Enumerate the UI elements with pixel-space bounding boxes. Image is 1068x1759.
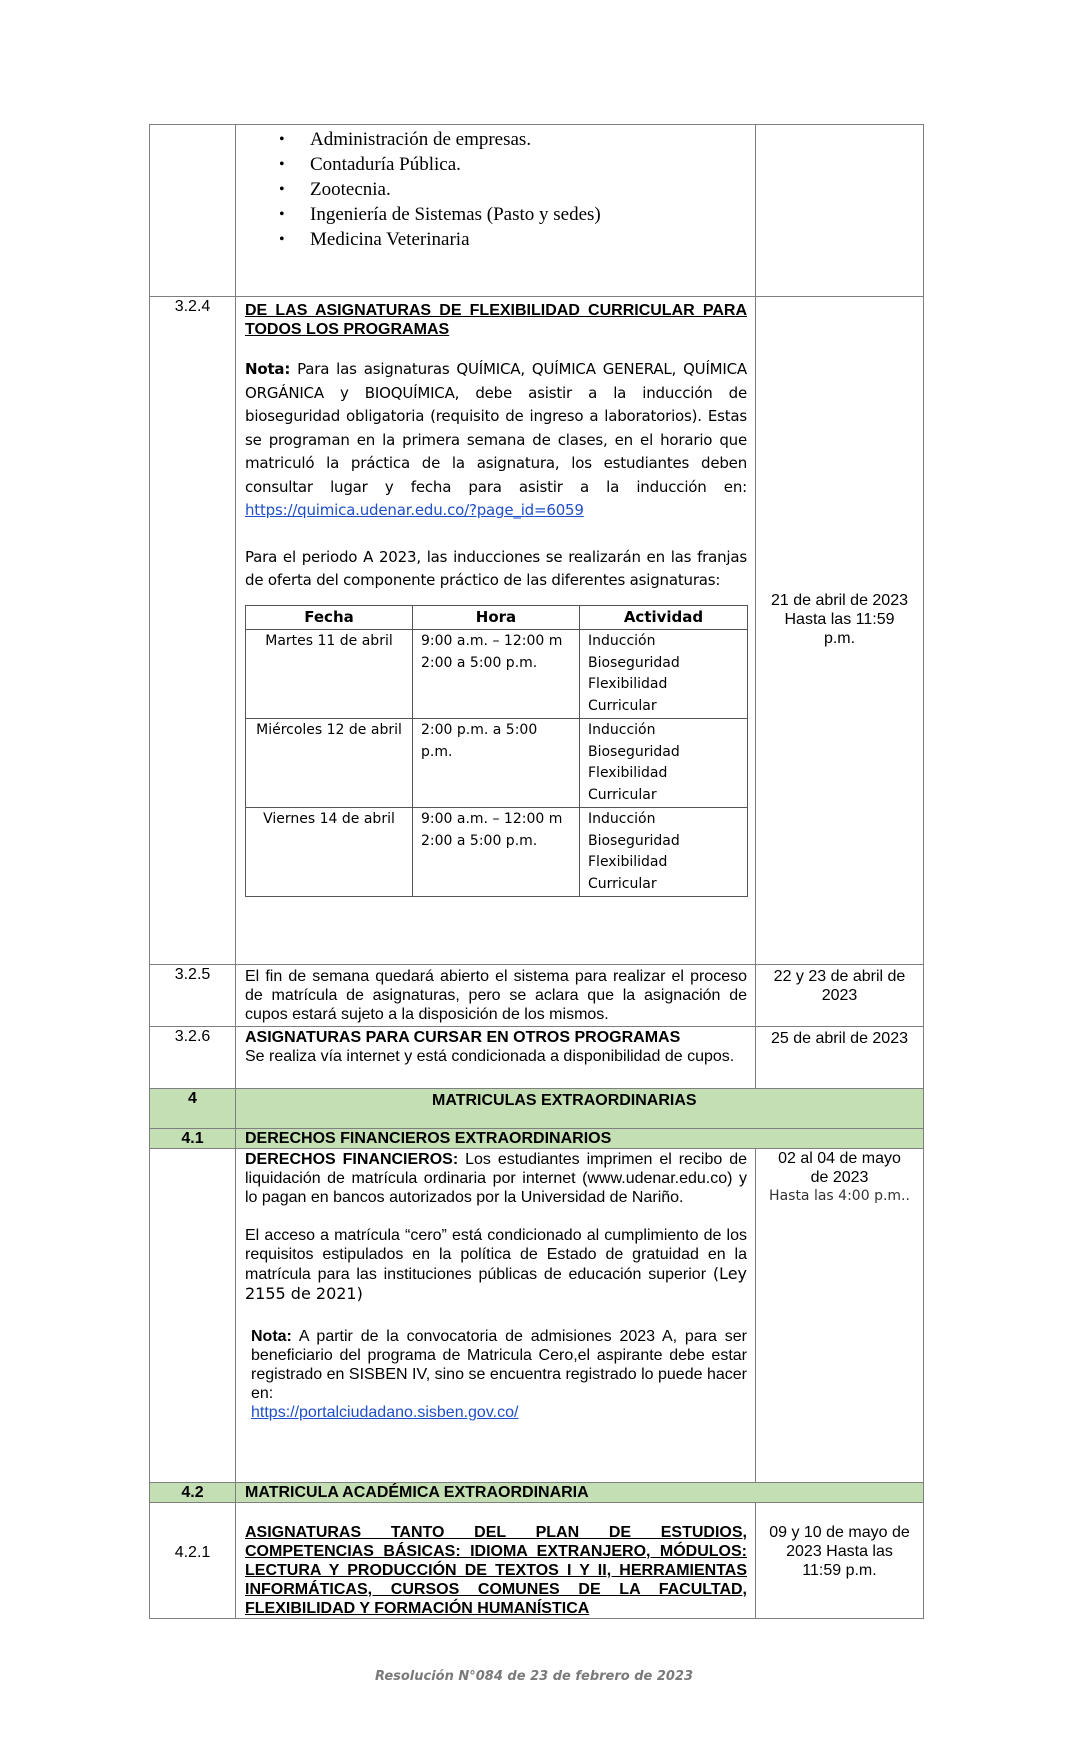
induction-table <box>245 605 748 898</box>
hora-cell <box>413 719 580 808</box>
list-item: • Ingeniería de Sistemas (Pasto y sedes) <box>310 202 755 227</box>
content-cell <box>236 1149 756 1483</box>
section-title: DERECHOS FINANCIEROS EXTRAORDINARIOS <box>245 1130 612 1147</box>
programs-list <box>236 125 755 252</box>
date-cell <box>756 125 924 297</box>
date-cell <box>756 1027 924 1089</box>
table-row <box>246 808 748 897</box>
content-cell <box>236 965 756 1027</box>
hora-line: 9:00 a.m. – 12:00 m <box>421 811 563 827</box>
deadline-note: Hasta las 4:00 p.m.. <box>769 1188 910 1204</box>
section-heading: ASIGNATURAS PARA CURSAR EN OTROS PROGRAMAS <box>245 1029 681 1046</box>
section-row <box>150 1483 924 1503</box>
hora-cell <box>413 630 580 719</box>
row-number: 3.2.6 <box>150 1027 236 1089</box>
hora-cell <box>413 808 580 897</box>
page-footer: Resolución N°084 de 23 de febrero de 2023 <box>374 1669 694 1684</box>
nota-label: Nota: <box>251 1328 292 1345</box>
actividad-cell: Inducción Bioseguridad Flexibilidad Curricular <box>580 630 748 719</box>
section-row <box>150 1129 924 1149</box>
nota-label: Nota: <box>245 360 291 378</box>
cero-paragraph <box>245 1226 747 1304</box>
row-number-cell <box>150 125 236 297</box>
row-text: Se realiza vía internet y está condicionada a disponibilidad de cupos. <box>245 1048 735 1065</box>
actividad-cell: Inducción Bioseguridad Flexibilidad Curricular <box>580 719 748 808</box>
fecha-cell: Martes 11 de abril <box>246 630 413 719</box>
table-header-row <box>246 605 748 630</box>
table-row <box>150 965 924 1027</box>
table-row <box>150 297 924 965</box>
deadline-text: 25 de abril de 2023 <box>771 1030 908 1047</box>
table-row <box>246 719 748 808</box>
row-number: 4.2 <box>150 1483 236 1503</box>
content-cell <box>236 1503 756 1619</box>
nota-paragraph <box>245 1327 747 1422</box>
hora-line: 2:00 a 5:00 p.m. <box>421 654 538 671</box>
list-item: • Administración de empresas. <box>310 127 755 152</box>
fecha-cell: Miércoles 12 de abril <box>246 719 413 808</box>
financial-label: DERECHOS FINANCIEROS: <box>245 1151 459 1168</box>
content-cell <box>236 1027 756 1089</box>
deadline-text: 21 de abril de 2023 Hasta las 11:59 p.m. <box>771 592 908 647</box>
table-row <box>246 630 748 719</box>
actividad-cell: Inducción Bioseguridad Flexibilidad Curricular <box>580 808 748 897</box>
fecha-cell: Viernes 14 de abril <box>246 808 413 897</box>
financial-text: Los estudiantes imprimen el recibo de liquidación de matrícula ordinaria por internet (www.udenar.edu.co) y lo pagan en bancos autorizados por la Universidad de Nariño. <box>245 1151 747 1206</box>
periodo-paragraph: Para el periodo A 2023, las inducciones se realizarán en las franjas de oferta del componente práctico de las diferentes asignaturas: <box>245 547 747 589</box>
deadline-text: 22 y 23 de abril de 2023 <box>773 968 906 1004</box>
row-text: El fin de semana quedará abierto el sistema para realizar el proceso de matrícula de asignaturas, pero se aclara que la asignación de cupos estará sujeto a la disposición de los mismos. <box>245 968 747 1023</box>
table-row <box>150 1503 924 1619</box>
schedule-table <box>149 124 924 1619</box>
column-header: Fecha <box>246 605 413 630</box>
section-heading: ASIGNATURAS TANTO DEL PLAN DE ESTUDIOS, COMPETENCIAS BÁSICAS: IDIOMA EXTRANJERO, MÓDULOS: LECTURA Y PRODUCCIÓN DE TEXTOS I Y II, HERRAMIENTAS INFORMÁTICAS, CURSOS COMUNES DE LA FACULTAD, FLEXIBILIDAD Y FORMACIÓN HUMANÍSTICA <box>245 1524 747 1617</box>
date-cell <box>756 297 924 965</box>
hora-line: 9:00 a.m. – 12:00 m <box>421 633 563 649</box>
date-cell <box>756 965 924 1027</box>
programs-cell <box>236 125 756 297</box>
column-header: Actividad <box>580 605 748 630</box>
row-number: 4.2.1 <box>150 1503 236 1619</box>
hora-line: 2:00 a 5:00 p.m. <box>421 832 538 849</box>
row-number: 3.2.4 <box>150 297 236 965</box>
table-row <box>150 125 924 297</box>
date-cell <box>756 1149 924 1483</box>
section-title: MATRICULAS EXTRAORDINARIAS <box>432 1092 697 1109</box>
list-item: • Medicina Veterinaria <box>310 227 755 252</box>
table-row <box>150 1027 924 1089</box>
row-number: 4 <box>150 1089 236 1129</box>
deadline-text: 09 y 10 de mayo de 2023 Hasta las 11:59 p.m. <box>769 1524 910 1579</box>
section-heading: DE LAS ASIGNATURAS DE FLEXIBILIDAD CURRICULAR PARA TODOS LOS PROGRAMAS <box>245 302 747 338</box>
nota-paragraph <box>245 358 747 523</box>
cero-text: El acceso a matrícula “cero” está condicionado al cumplimiento de los requisitos estipulados en la política de Estado de gratuidad en la matrícula para las instituciones públicas de educación superior <box>245 1227 747 1283</box>
date-cell <box>756 1503 924 1619</box>
section-title-cell <box>236 1089 924 1129</box>
list-item: • Zootecnia. <box>310 177 755 202</box>
section-title: MATRICULA ACADÉMICA EXTRAORDINARIA <box>245 1484 589 1501</box>
list-item: • Contaduría Pública. <box>310 152 755 177</box>
deadline-text: 02 al 04 de mayo de 2023 <box>778 1150 901 1186</box>
section-title-cell <box>236 1129 924 1149</box>
section-title-cell <box>236 1483 924 1503</box>
section-row <box>150 1089 924 1129</box>
hora-line: 2:00 p.m. a 5:00 p.m. <box>421 722 538 760</box>
nota-text: A partir de la convocatoria de admisiones 2023 A, para ser beneficiario del programa de Matricula Cero,el aspirante debe estar registrado en SISBEN IV, sino se encuentra registrado lo puede hacer en: <box>251 1328 747 1402</box>
quimica-link[interactable]: https://quimica.udenar.edu.co/?page_id=6059 <box>245 501 584 519</box>
row-number: 3.2.5 <box>150 965 236 1027</box>
content-cell <box>236 297 756 965</box>
table-row <box>150 1149 924 1483</box>
column-header: Hora <box>413 605 580 630</box>
ley-reference: (Ley 2155 de 2021) <box>245 1264 747 1303</box>
nota-text: Para las asignaturas QUÍMICA, QUÍMICA GENERAL, QUÍMICA ORGÁNICA y BIOQUÍMICA, debe asistir a la inducción de bioseguridad obligatoria (requisito de ingreso a laboratorios). Estas se programan en la primera semana de clases, en el horario que matriculó la práctica de la asignatura, los estudiantes deben consultar lugar y fecha para asistir a la inducción en: <box>245 360 747 496</box>
financial-paragraph <box>245 1150 747 1207</box>
row-number-cell <box>150 1149 236 1483</box>
sisben-link[interactable]: https://portalciudadano.sisben.gov.co/ <box>251 1404 519 1421</box>
row-number: 4.1 <box>150 1129 236 1149</box>
